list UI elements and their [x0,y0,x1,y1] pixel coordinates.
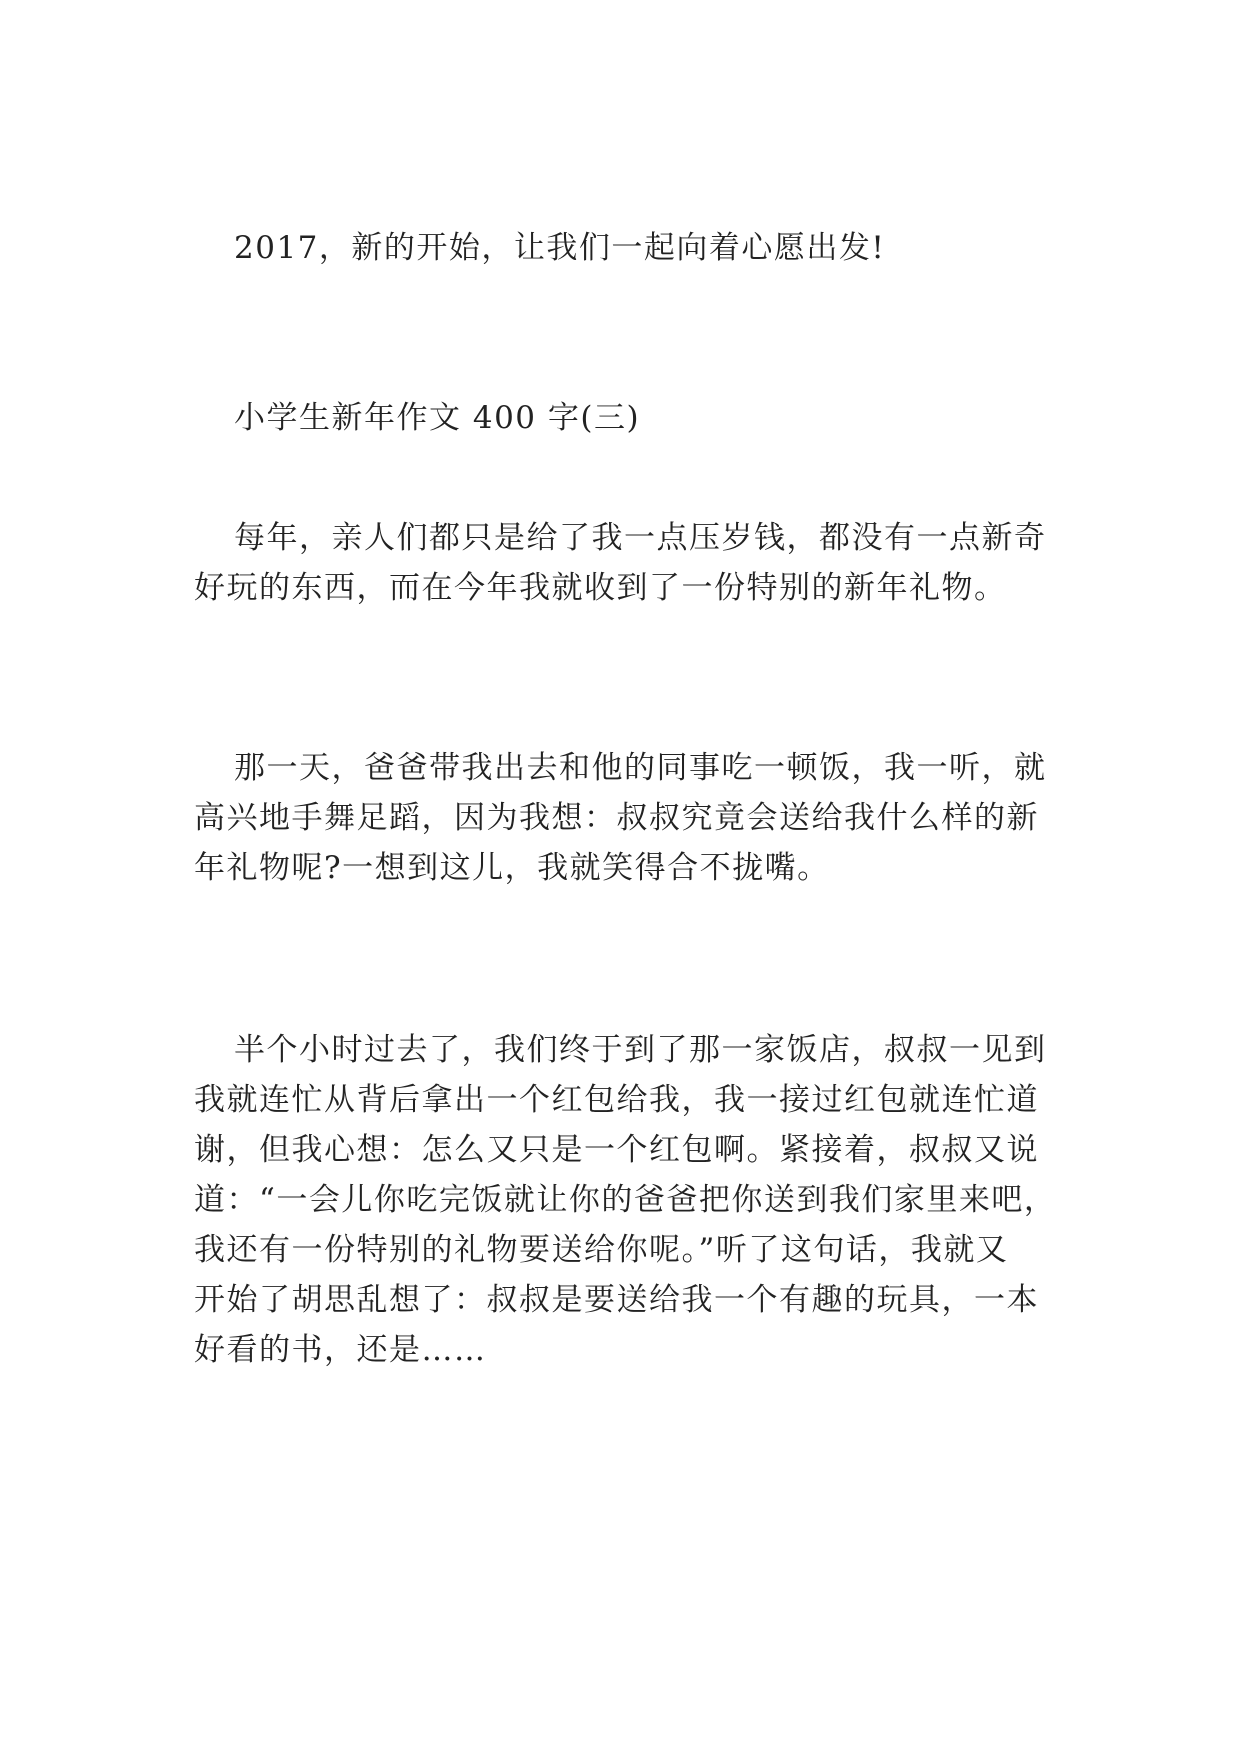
paragraph-line: 好看的书，还是…… [194,1332,487,1368]
closing-line: 2017，新的开始，让我们一起向着心愿出发! [234,230,886,266]
paragraph-line: 开始了胡思乱想了：叔叔是要送给我一个有趣的玩具，一本 [194,1282,1039,1318]
paragraph-line: 我就连忙从背后拿出一个红包给我，我一接过红包就连忙道 [194,1082,1039,1118]
paragraph-line: 那一天，爸爸带我出去和他的同事吃一顿饭，我一听，就 [234,750,1047,786]
section-title: 小学生新年作文 400 字(三) [234,400,641,436]
paragraph-line: 每年，亲人们都只是给了我一点压岁钱，都没有一点新奇 [234,520,1047,556]
paragraph-line: 我还有一份特别的礼物要送给你呢。”听了这句话，我就又 [194,1232,1009,1268]
paragraph-line: 高兴地手舞足蹈，因为我想：叔叔究竟会送给我什么样的新 [194,800,1039,836]
paragraph-line: 年礼物呢?一想到这儿，我就笑得合不拢嘴。 [194,850,830,886]
paragraph-line: 道：“一会儿你吃完饭就让你的爸爸把你送到我们家里来吧， [194,1182,1057,1218]
paragraph-line: 好玩的东西，而在今年我就收到了一份特别的新年礼物。 [194,570,1007,606]
paragraph-line: 半个小时过去了，我们终于到了那一家饭店，叔叔一见到 [234,1032,1047,1068]
paragraph-line: 谢，但我心想：怎么又只是一个红包啊。紧接着，叔叔又说 [194,1132,1039,1168]
